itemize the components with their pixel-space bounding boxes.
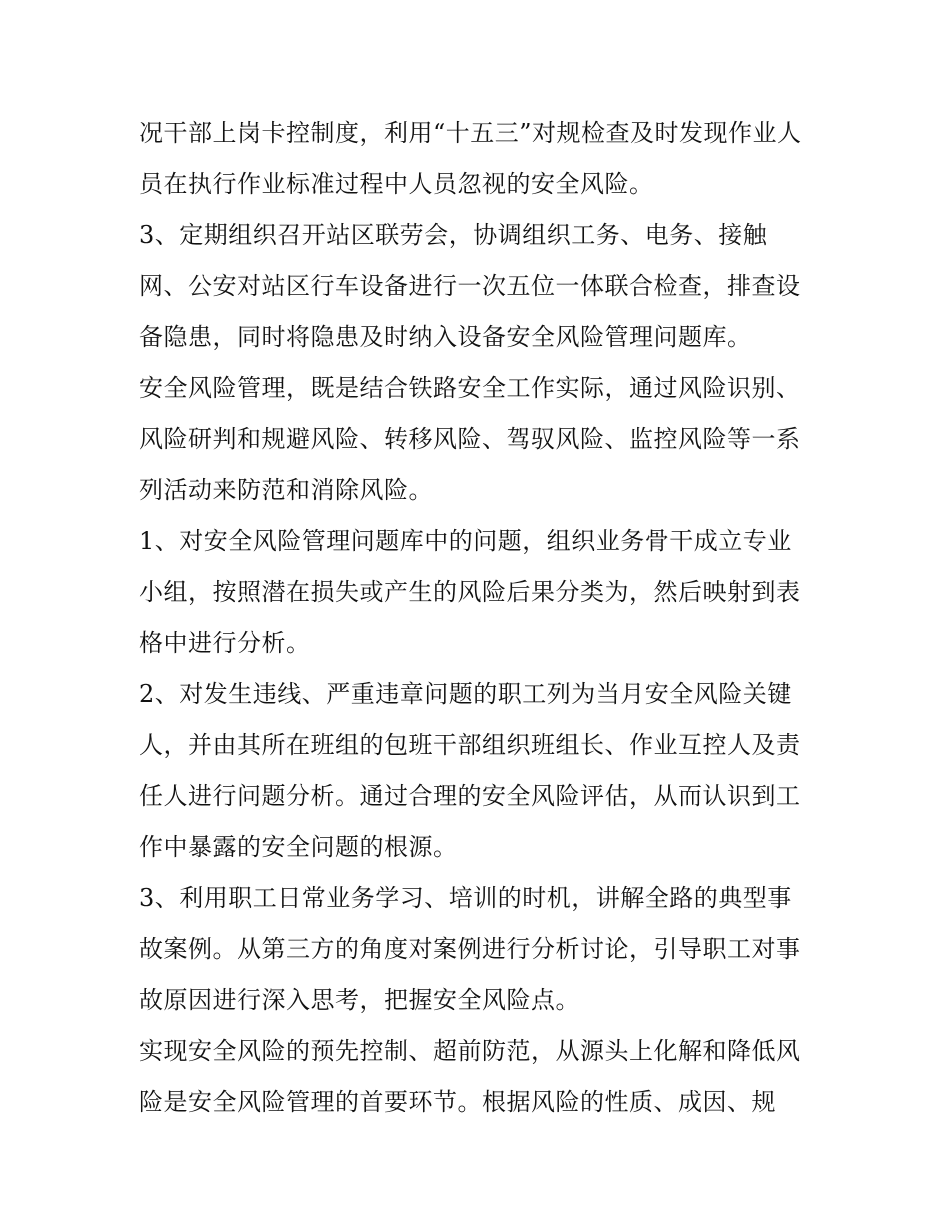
text-line: 实现安全风险的预先控制、超前防范，从源头上化解和降低风 (139, 1037, 801, 1065)
document-body (139, 108, 819, 1128)
text-line: 3、利用职工日常业务学习、培训的时机，讲解全路的典型事 (139, 884, 792, 912)
text-line: 故案例。从第三方的角度对案例进行分析讨论，引导职工对事 (139, 935, 801, 963)
text-line: 2、对发生违线、严重违章问题的职工列为当月安全风险关键 (139, 680, 792, 708)
text-line: 人，并由其所在班组的包班干部组织班组长、作业互控人及责 (139, 731, 801, 759)
text-line: 备隐患，同时将隐患及时纳入设备安全风险管理问题库。 (139, 323, 752, 351)
text-line: 3、定期组织召开站区联劳会，协调组织工务、电务、接触 (139, 221, 768, 249)
text-line: 故原因进行深入思考，把握安全风险点。 (139, 986, 580, 1014)
text-line: 作中暴露的安全问题的根源。 (139, 833, 458, 861)
text-line: 险是安全风险管理的首要环节。根据风险的性质、成因、规 (139, 1088, 776, 1116)
text-line: 风险研判和规避风险、转移风险、驾驭风险、监控风险等一系 (139, 425, 801, 453)
text-line: 况干部上岗卡控制度，利用“十五三”对规检查及时发现作业人 (139, 119, 802, 147)
text-line: 任人进行问题分析。通过合理的安全风险评估，从而认识到工 (139, 782, 801, 810)
text-line: 1、对安全风险管理问题库中的问题，组织业务骨干成立专业 (139, 527, 792, 555)
text-line: 列活动来防范和消除风险。 (139, 476, 433, 504)
text-line: 员在执行作业标准过程中人员忽视的安全风险。 (139, 170, 654, 198)
text-line: 网、公安对站区行车设备进行一次五位一体联合检查，排查设 (139, 272, 801, 300)
text-line: 小组，按照潜在损失或产生的风险后果分类为，然后映射到表 (139, 578, 801, 606)
text-line: 安全风险管理，既是结合铁路安全工作实际，通过风险识别、 (139, 374, 801, 402)
text-line: 格中进行分析。 (139, 629, 311, 657)
